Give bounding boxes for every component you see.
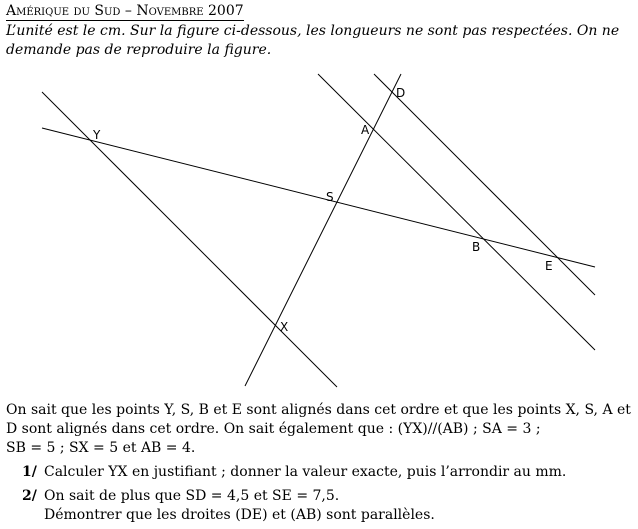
- question-1-number: 1/: [22, 464, 37, 480]
- point-label-x: X: [280, 320, 289, 334]
- point-label-b: B: [472, 240, 481, 254]
- statement-line-2: SB = 5 ; SX = 5 et AB = 4.: [6, 440, 196, 456]
- exercise-title: Amérique du Sud – Novembre 2007: [6, 3, 244, 19]
- line-ab: [318, 74, 595, 350]
- point-label-e: E: [545, 259, 553, 273]
- question-2-text-2: Démontrer que les droites (DE) et (AB) sont parallèles.: [44, 507, 435, 523]
- statement: [6, 401, 634, 458]
- line-xsad: [245, 74, 401, 386]
- point-label-s: S: [326, 190, 334, 204]
- question-2-number: 2/: [22, 488, 37, 504]
- line-yx: [42, 92, 337, 387]
- line-de: [374, 74, 595, 295]
- point-label-y: Y: [93, 128, 101, 142]
- exercise-intro: L’unité est le cm. Sur la figure ci-dessous, les longueurs ne sont pas respectées. On ne demande pas de reproduire la figure.: [6, 23, 620, 58]
- question-1: [22, 463, 566, 482]
- statement-line-1: On sait que les points Y, S, B et E sont alignés dans cet ordre et que les points X, S, A et D sont alignés dans cet ordre. On sait également que : (YX)//(AB) ; SA = 3 ;: [6, 402, 631, 437]
- question-1-text: Calculer YX en justifiant ; donner la valeur exacte, puis l’arrondir au mm.: [44, 464, 567, 480]
- question-2-text: On sait de plus que SD = 4,5 et SE = 7,5.: [44, 488, 340, 504]
- line-ysbe: [42, 128, 595, 267]
- point-label-a: A: [361, 123, 370, 137]
- point-label-d: D: [396, 86, 406, 100]
- question-2: [22, 487, 435, 525]
